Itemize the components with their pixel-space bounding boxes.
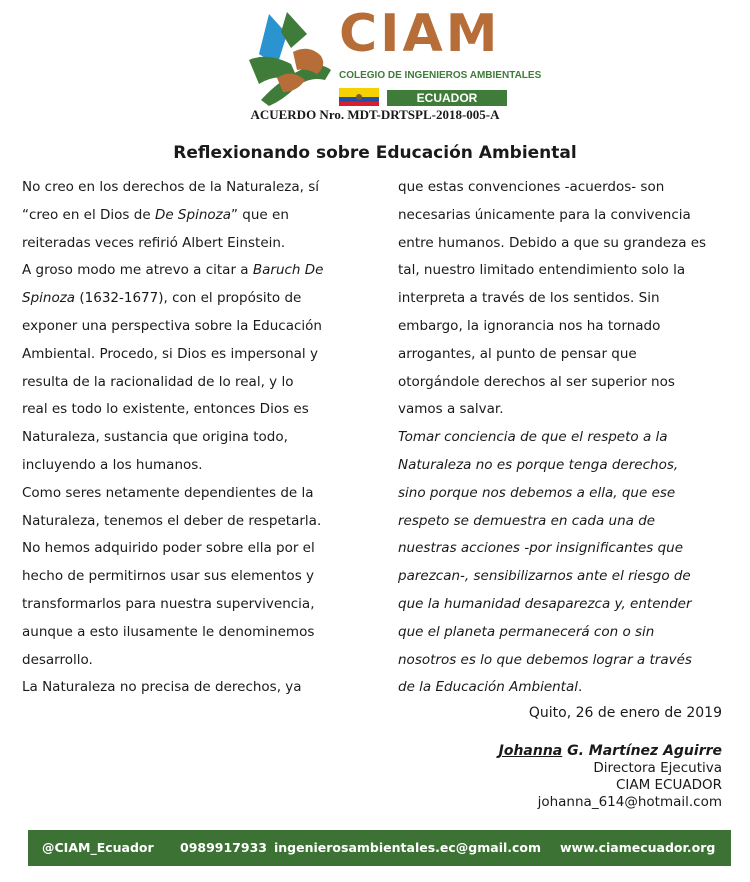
italic-text-segment: parezcan-, sensibilizarnos ante el riesgo de <box>398 568 691 585</box>
article-line <box>22 174 367 202</box>
footer-phone[interactable]: 0989917933 <box>180 840 267 855</box>
contact-footer <box>28 830 731 866</box>
text-segment: transformarlos para nuestra supervivencia, <box>22 595 315 612</box>
signer-organization: CIAM ECUADOR <box>615 777 722 793</box>
text-segment: “creo en el Dios de <box>22 206 155 223</box>
article-line <box>398 396 743 424</box>
text-segment: entre humanos. Debido a que su grandeza es <box>398 234 707 251</box>
text-segment: Ambiental. Procedo, si Dios es impersonal y <box>22 345 318 362</box>
article-line <box>22 647 367 675</box>
article-line <box>22 563 367 591</box>
signer-first-name: Johanna <box>498 743 563 759</box>
text-segment: Naturaleza, sustancia que origina todo, <box>22 429 288 446</box>
article-line <box>22 674 367 702</box>
article-line <box>398 174 743 202</box>
text-segment: otorgándole derechos al ser superior nos <box>398 373 675 390</box>
text-segment: tal, nuestro limitado entendimiento solo la <box>398 262 686 279</box>
text-segment: . <box>578 679 583 696</box>
text-segment: ” que en <box>231 206 289 223</box>
article-line <box>22 452 367 480</box>
article-right-column <box>398 174 743 702</box>
text-segment: La Naturaleza no precisa de derechos, ya <box>22 679 302 696</box>
article-line <box>398 424 743 452</box>
footer-website[interactable]: www.ciamecuador.org <box>560 840 716 855</box>
italic-text-segment: Naturaleza no es porque tenga derechos, <box>398 456 679 473</box>
italic-text-segment: de la Educación Ambiental <box>398 679 578 696</box>
article-line <box>398 230 743 258</box>
document-date: Quito, 26 de enero de 2019 <box>528 705 722 721</box>
text-segment: incluyendo a los humanos. <box>22 456 203 473</box>
article-line <box>398 341 743 369</box>
logo-subtitle: COLEGIO DE INGENIEROS AMBIENTALES <box>339 70 542 81</box>
signer-email[interactable]: johanna_614@hotmail.com <box>537 794 722 810</box>
article-line <box>398 535 743 563</box>
article-line <box>22 285 367 313</box>
signer-last-name: G. Martínez Aguirre <box>562 743 722 759</box>
italic-text-segment: De Spinoza <box>154 206 231 223</box>
italic-text-segment: Tomar conciencia de que el respeto a la <box>398 429 668 446</box>
article-line <box>22 591 367 619</box>
text-segment: Como seres netamente dependientes de la <box>22 484 314 501</box>
article-line <box>22 508 367 536</box>
italic-text-segment: que la humanidad desaparezca y, entender <box>398 595 692 612</box>
logo-country-banner: ECUADOR <box>387 90 507 106</box>
article-left-column <box>22 174 367 702</box>
signer-name <box>499 743 722 760</box>
text-segment: No creo en los derechos de la Naturaleza, sí <box>22 179 319 195</box>
article-line <box>22 480 367 508</box>
text-segment: desarrollo. <box>22 651 93 668</box>
text-segment: A groso modo me atrevo a citar a <box>22 262 253 279</box>
text-segment: vamos a salvar. <box>398 401 504 418</box>
text-segment: (1632-1677), con el propósito de <box>75 290 302 307</box>
article-line <box>22 424 367 452</box>
text-segment: Naturaleza, tenemos el deber de respetarla. <box>22 512 322 529</box>
article-line <box>398 257 743 285</box>
article-line <box>398 369 743 397</box>
footer-social-handle[interactable]: @CIAM_Ecuador <box>42 840 154 855</box>
article-line <box>398 563 743 591</box>
footer-email[interactable]: ingenierosambientales.ec@gmail.com <box>274 840 542 855</box>
text-segment: aunque a esto ilusamente le denominemos <box>22 623 315 640</box>
article-line <box>398 647 743 675</box>
article-line <box>22 202 367 230</box>
text-segment: embargo, la ignorancia nos ha tornado <box>398 317 661 334</box>
article-line <box>22 535 367 563</box>
article-line <box>398 674 743 702</box>
italic-text-segment: Baruch De <box>252 262 324 279</box>
article-line <box>22 230 367 258</box>
article-line <box>22 313 367 341</box>
italic-text-segment: Spinoza <box>22 290 76 307</box>
article-title: Reflexionando sobre Educación Ambiental <box>173 143 577 163</box>
text-segment: real es todo lo existente, entonces Dios es <box>22 401 309 418</box>
ciam-emblem-icon <box>247 8 337 108</box>
text-segment: exponer una perspectiva sobre la Educación <box>22 317 322 334</box>
article-line <box>398 313 743 341</box>
italic-text-segment: nuestras acciones -por insignificantes que <box>398 540 684 557</box>
text-segment: necesarias únicamente para la convivencia <box>398 206 691 223</box>
signer-role: Directora Ejecutiva <box>593 760 722 776</box>
article-line <box>398 508 743 536</box>
article-line <box>22 341 367 369</box>
article-line <box>22 396 367 424</box>
italic-text-segment: nosotros es lo que debemos lograr a través <box>398 651 692 668</box>
article-line <box>22 369 367 397</box>
article-line <box>398 480 743 508</box>
article-line <box>398 452 743 480</box>
text-segment: No hemos adquirido poder sobre ella por el <box>22 540 315 557</box>
text-segment: que estas convenciones -acuerdos- son <box>398 179 665 195</box>
signature-block <box>499 743 722 811</box>
italic-text-segment: que el planeta permanecerá con o sin <box>398 623 655 640</box>
text-segment: reiteradas veces refirió Albert Einstein. <box>22 234 286 251</box>
article-line <box>398 202 743 230</box>
article-line <box>398 285 743 313</box>
text-segment: resulta de la racionalidad de lo real, y lo <box>22 373 294 390</box>
text-segment: hecho de permitirnos usar sus elementos y <box>22 568 315 585</box>
logo-wordmark: CIAM <box>339 4 501 64</box>
italic-text-segment: sino porque nos debemos a ella, que ese <box>398 484 676 501</box>
article-line <box>22 257 367 285</box>
article-line <box>398 591 743 619</box>
article-line <box>22 619 367 647</box>
agreement-number: ACUERDO Nro. MDT-DRTSPL-2018-005-A <box>250 107 500 122</box>
italic-text-segment: respeto se demuestra en cada una de <box>398 512 656 529</box>
text-segment: interpreta a través de los sentidos. Sin <box>398 290 660 307</box>
article-line <box>398 619 743 647</box>
text-segment: arrogantes, al punto de pensar que <box>398 345 637 362</box>
ecuador-flag-icon <box>339 88 379 106</box>
ciam-logo <box>247 4 542 108</box>
